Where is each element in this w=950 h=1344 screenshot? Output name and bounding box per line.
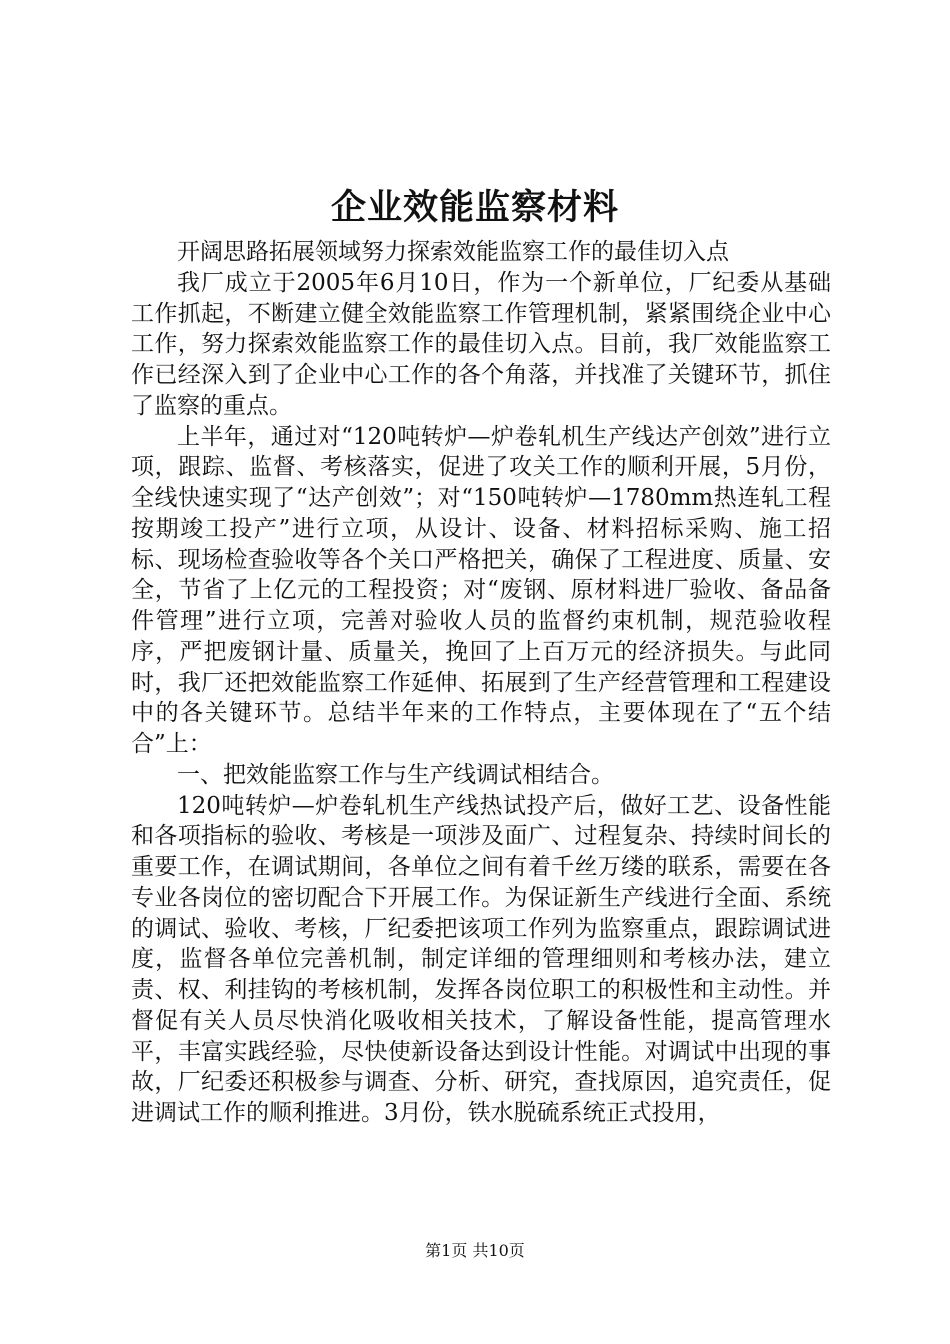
paragraph-first-half-year: 上半年，通过对“120吨转炉—炉卷轧机生产线达产创效”进行立项，跟踪、监督、考核落实，促进了攻关工作的顺利开展，5月份，全线快速实现了“达产创效”；对“150吨转炉—1780mm热连轧工程按期竣工投产”进行立项，从设计、设备、材料招标采购、施工招标、现场检查验收等各个关口严格把关，确保了工程进度、质量、安全，节省了上亿元的工程投资；对“废钢、原材料进厂验收、备品备件管理”进行立项，完善对验收人员的监督约束机制，规范验收程序，严把废钢计量、质量关，挽回了上百万元的经济损失。与此同时，我厂还把效能监察工作延伸、拓展到了生产经营管理和工程建设中的各关键环节。总结半年来的工作特点，主要体现在了“五个结合”上： [131,423,831,757]
section-heading-1: 一、把效能监察工作与生产线调试相结合。 [177,761,614,788]
paragraph-production-line: 120吨转炉—炉卷轧机生产线热试投产后，做好工艺、设备性能和各项指标的验收、考核是一项涉及面广、过程复杂、持续时间长的重要工作，在调试期间，各单位之间有着千丝万缕的联系，需要在各专业各岗位的密切配合下开展工作。为保证新生产线进行全面、系统的调试、验收、考核，厂纪委把该项工作列为监察重点，跟踪调试进度，监督各单位完善机制，制定详细的管理细则和考核办法，建立责、权、利挂钩的考核机制，发挥各岗位职工的积极性和主动性。并督促有关人员尽快消化吸收相关技术，了解设备性能，提高管理水平，丰富实践经验，尽快使新设备达到设计性能。对调试中出现的事故，厂纪委还积极参与调查、分析、研究，查找原因，追究责任，促进调试工作的顺利推进。3月份，铁水脱硫系统正式投用， [131,792,831,1126]
page-number-footer: 第1页 共10页 [425,1241,525,1260]
document-title: 企业效能监察材料 [330,187,619,228]
document-subtitle: 开阔思路拓展领域努力探索效能监察工作的最佳切入点 [177,239,729,265]
paragraph-intro: 我厂成立于2005年6月10日，作为一个新单位，厂纪委从基础工作抓起，不断建立健全效能监察工作管理机制，紧紧围绕企业中心工作，努力探索效能监察工作的最佳切入点。目前，我厂效能监察工作已经深入到了企业中心工作的各个角落，并找准了关键环节，抓住了监察的重点。 [131,269,831,419]
document-body [131,237,831,1129]
